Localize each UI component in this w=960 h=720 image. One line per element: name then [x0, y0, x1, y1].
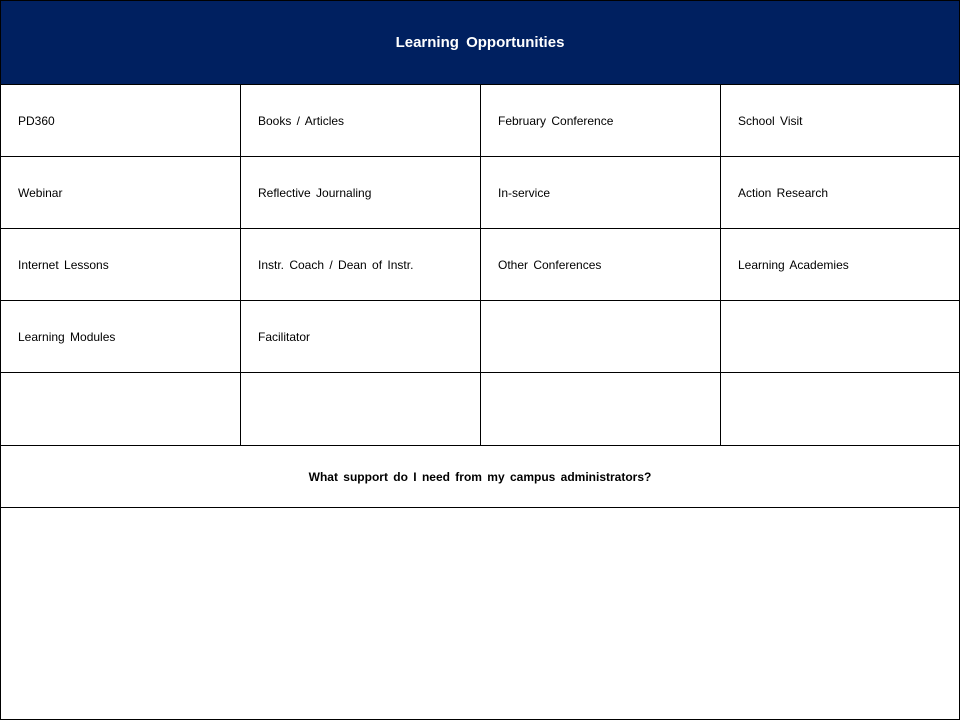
grid-cell: Books / Articles: [241, 85, 481, 157]
answer-area[interactable]: [1, 508, 959, 719]
grid-cell-empty: [241, 373, 481, 446]
grid-cell: PD360: [1, 85, 241, 157]
grid-cell: Instr. Coach / Dean of Instr.: [241, 229, 481, 301]
question-row: [1, 446, 959, 508]
header-banner: [1, 1, 959, 85]
opportunities-grid: [1, 85, 959, 446]
grid-cell: Facilitator: [241, 301, 481, 373]
grid-cell-empty: [721, 301, 959, 373]
page-title: Learning Opportunities: [395, 34, 565, 51]
grid-cell-empty: [481, 373, 721, 446]
question-label: What support do I need from my campus administrators?: [308, 469, 652, 484]
grid-cell: Learning Modules: [1, 301, 241, 373]
grid-cell: Reflective Journaling: [241, 157, 481, 229]
grid-cell: Webinar: [1, 157, 241, 229]
grid-cell: February Conference: [481, 85, 721, 157]
grid-cell-empty: [1, 373, 241, 446]
grid-cell: Other Conferences: [481, 229, 721, 301]
grid-cell: Learning Academies: [721, 229, 959, 301]
grid-cell: In-service: [481, 157, 721, 229]
grid-cell-empty: [481, 301, 721, 373]
grid-cell: School Visit: [721, 85, 959, 157]
grid-cell: Internet Lessons: [1, 229, 241, 301]
grid-cell: Action Research: [721, 157, 959, 229]
grid-cell-empty: [721, 373, 959, 446]
